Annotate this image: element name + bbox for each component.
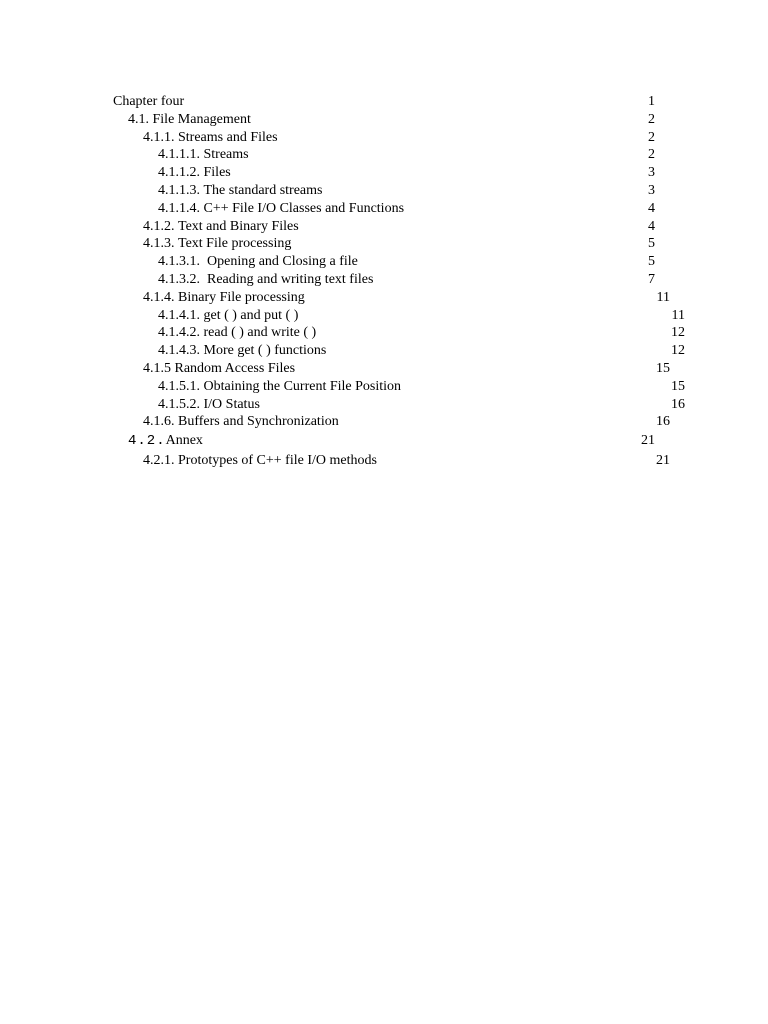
- toc-entry-page: 5: [648, 254, 655, 270]
- toc-entry-more-get-functions[interactable]: [113, 342, 685, 360]
- toc-entry-title: File Management: [152, 111, 251, 127]
- toc-entry-random-access-files[interactable]: [113, 360, 670, 378]
- toc-entry-title: Chapter four: [113, 94, 185, 109]
- toc-entry-page: 21: [656, 453, 670, 469]
- toc-entry-page: 2: [648, 129, 655, 145]
- toc-entry-number: 4.1.: [128, 111, 153, 127]
- toc-entry-title: C++ File I/O Classes and Functions: [203, 200, 405, 216]
- toc-entry-page: 16: [671, 396, 685, 412]
- toc-entry-title: Buffers and Synchronization: [178, 414, 339, 430]
- toc-entry-title: Annex: [165, 433, 203, 449]
- toc-entry-page: 2: [648, 111, 655, 127]
- toc-entry-number: 4.1.1.2.: [158, 165, 204, 181]
- table-of-contents: [113, 93, 685, 471]
- toc-entry-title: Obtaining the Current File Position: [203, 378, 402, 394]
- toc-entry-page: 12: [671, 343, 685, 359]
- toc-entry-number: 4.1.2.: [143, 218, 178, 234]
- toc-entry-page: 11: [656, 289, 670, 305]
- toc-entry-number: 4.1.3.: [143, 236, 178, 252]
- toc-entry-number: 4.2.1.: [143, 453, 178, 469]
- toc-entry-streams-and-files[interactable]: [113, 129, 655, 147]
- toc-entry-page: 15: [671, 378, 685, 394]
- toc-entry-title: Opening and Closing a file: [207, 254, 358, 270]
- toc-entry-chapter-four[interactable]: [113, 93, 655, 111]
- toc-entry-annex[interactable]: [113, 431, 655, 451]
- toc-entry-number: 4.1.1.1.: [158, 147, 204, 163]
- toc-entry-number: 4.1.1.4.: [158, 200, 204, 216]
- toc-entry-number: 4.1.3.2.: [158, 271, 207, 287]
- toc-entry-title: Binary File processing: [178, 289, 305, 305]
- toc-entry-page: 16: [656, 414, 670, 430]
- toc-entry-page: 4: [648, 218, 655, 234]
- toc-entry-number: 4.1.4.1.: [158, 307, 204, 323]
- toc-entry-title: Streams and Files: [178, 129, 278, 145]
- toc-entry-number: 4.1.5: [143, 360, 175, 376]
- toc-entry-opening-and-closing[interactable]: [113, 253, 655, 271]
- toc-entry-title: The standard streams: [203, 182, 323, 198]
- toc-entry-title: read ( ) and write ( ): [203, 325, 317, 341]
- toc-entry-get-and-put[interactable]: [113, 307, 685, 325]
- toc-entry-number: 4.1.4.2.: [158, 325, 204, 341]
- toc-entry-title: Streams: [203, 147, 249, 163]
- toc-entry-title: I/O Status: [203, 396, 260, 412]
- toc-entry-page: 1: [648, 94, 655, 109]
- toc-entry-page: 12: [671, 325, 685, 341]
- toc-entry-text-file-processing[interactable]: [113, 235, 655, 253]
- toc-entry-current-file-position[interactable]: [113, 378, 685, 396]
- toc-entry-page: 15: [656, 360, 670, 376]
- toc-entry-reading-writing-text[interactable]: [113, 271, 655, 289]
- toc-entry-number: 4.1.5.1.: [158, 378, 204, 394]
- toc-entry-page: 4: [648, 200, 655, 216]
- toc-entry-files[interactable]: [113, 164, 655, 182]
- toc-entry-number: 4.1.5.2.: [158, 396, 204, 412]
- toc-entry-io-status[interactable]: [113, 396, 685, 414]
- toc-entry-title: More get ( ) functions: [203, 343, 327, 359]
- toc-entry-number: 4.1.6.: [143, 414, 178, 430]
- toc-entry-page: 3: [648, 182, 655, 198]
- toc-entry-prototypes-cpp-file-io[interactable]: [113, 451, 670, 471]
- toc-entry-page: 3: [648, 165, 655, 181]
- toc-entry-read-and-write[interactable]: [113, 324, 685, 342]
- toc-entry-page: 2: [648, 147, 655, 163]
- toc-entry-text-and-binary-files[interactable]: [113, 218, 655, 236]
- toc-entry-file-management[interactable]: [113, 111, 655, 129]
- toc-entry-number: 4.1.1.: [143, 129, 178, 145]
- toc-entry-page: 21: [641, 433, 655, 449]
- toc-entry-title: get ( ) and put ( ): [203, 307, 299, 323]
- toc-entry-streams[interactable]: [113, 146, 655, 164]
- toc-entry-binary-file-processing[interactable]: [113, 289, 670, 307]
- toc-entry-buffers-and-synchronization[interactable]: [113, 413, 670, 431]
- toc-entry-standard-streams[interactable]: [113, 182, 655, 200]
- toc-entry-number: 4.1.1.3.: [158, 182, 204, 198]
- toc-entry-number: 4.2.: [128, 433, 166, 450]
- toc-entry-number: 4.1.4.: [143, 289, 178, 305]
- toc-entry-title: Random Access Files: [174, 360, 296, 376]
- toc-entry-title: Prototypes of C++ file I/O methods: [178, 453, 377, 469]
- toc-entry-page: 7: [648, 271, 655, 287]
- toc-entry-title: Text File processing: [178, 236, 292, 252]
- toc-entry-page: 11: [671, 307, 685, 323]
- toc-entry-page: 5: [648, 236, 655, 252]
- toc-entry-title: Files: [203, 165, 231, 181]
- toc-entry-title: Reading and writing text files: [207, 271, 374, 287]
- toc-entry-number: 4.1.3.1.: [158, 254, 207, 270]
- toc-entry-title: Text and Binary Files: [178, 218, 299, 234]
- toc-entry-cpp-file-io-classes[interactable]: [113, 200, 655, 218]
- toc-entry-number: 4.1.4.3.: [158, 343, 204, 359]
